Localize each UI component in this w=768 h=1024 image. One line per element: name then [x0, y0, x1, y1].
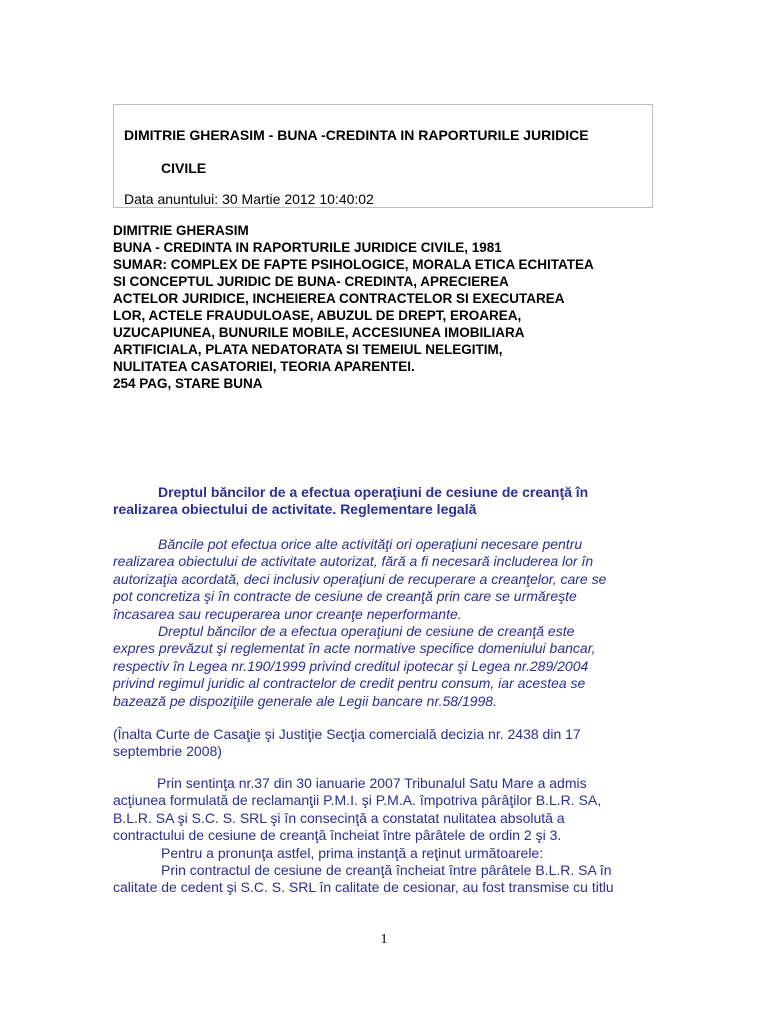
paragraph-line: încasarea sau recuperarea unor creanţe neperformante.: [113, 605, 462, 622]
court-reference: [113, 726, 656, 761]
book-title: BUNA - CREDINTA IN RAPORTURILE JURIDICE CIVILE, 1981: [113, 240, 502, 255]
announcement-box: [113, 104, 653, 208]
summary-line: UZUCAPIUNEA, BUNURILE MOBILE, ACCESIUNEA IMOBILIARA: [113, 325, 525, 340]
article-paragraph-1: [113, 536, 656, 623]
paragraph-line: autorizaţia acordată, deci inclusiv operaţiuni de recuperare a creanţelor, care se: [113, 570, 607, 587]
summary-line: ARTIFICIALA, PLATA NEDATORATA SI TEMEIUL NELEGITIM,: [113, 342, 503, 357]
reference-line: septembrie 2008): [113, 743, 222, 760]
paragraph-line: calitate de cedent şi S.C. S. SRL în calitate de cesionar, au fost transmise cu titlu: [113, 879, 614, 896]
paragraph-line: bazează pe dispoziţiile generale ale Legii bancare nr.58/1998.: [113, 692, 497, 709]
paragraph-line: Prin sentinţa nr.37 din 30 ianuarie 2007 Tribunalul Satu Mare a admis: [157, 775, 587, 791]
book-info: [113, 222, 658, 392]
summary-line: LOR, ACTELE FRAUDULOASE, ABUZUL DE DREPT, EROAREA,: [113, 308, 522, 323]
paragraph-line: privind regimul juridic al contractelor de credit pentru consum, iar acestea se: [113, 675, 586, 692]
paragraph-line: contractului de cesiune de creanţă încheiat între pârâtele de ordin 2 şi 3.: [113, 827, 562, 844]
paragraph-line: expres prevăzut şi reglementat în acte normative specifice domeniului bancar,: [113, 640, 596, 657]
book-author: DIMITRIE GHERASIM: [113, 223, 249, 238]
article-title-line: realizarea obiectului de activitate. Reglementare legală: [113, 501, 477, 518]
summary-line: NULITATEA CASATORIEI, TEORIA APARENTEI.: [113, 359, 415, 374]
announcement-title-line: CIVILE: [161, 160, 207, 176]
book-summary: [113, 256, 658, 375]
article-paragraph-2: [113, 623, 656, 710]
announcement-title: [124, 119, 644, 185]
summary-line: ACTELOR JURIDICE, INCHEIEREA CONTRACTELOR SI EXECUTAREA: [113, 291, 565, 306]
paragraph-line: Dreptul băncilor de a efectua operaţiuni de cesiune de creanţă este: [158, 623, 575, 639]
article-paragraph-3: [113, 775, 656, 897]
paragraph-line: Pentru a pronunţa astfel, prima instanţă a reţinut următoarele:: [161, 844, 544, 861]
paragraph-line: Prin contractul de cesiune de creanţă încheiat între pârâtele B.L.R. SA în: [161, 862, 612, 879]
paragraph-line: acţiunea formulată de reclamanţii P.M.I. şi P.M.A. împotriva pârâţilor B.L.R. SA,: [113, 792, 602, 809]
paragraph-line: B.L.R. SA şi S.C. S. SRL şi în consecinţă a constatat nulitatea absolută a: [113, 809, 565, 826]
article-title-line: Dreptul băncilor de a efectua operaţiuni de cesiune de creanţă în: [158, 484, 589, 500]
announcement-date: Data anuntului: 30 Martie 2012 10:40:02: [124, 191, 374, 207]
page-number: 1: [380, 932, 388, 947]
paragraph-line: realizarea obiectului de activitate autorizat, fără a fi necesară includerea lor în: [113, 553, 594, 570]
summary-line: SI CONCEPTUL JURIDIC DE BUNA- CREDINTA, APRECIEREA: [113, 274, 509, 289]
paragraph-line: respectiv în Legea nr.190/1999 privind creditul ipotecar şi Legea nr.289/2004: [113, 657, 589, 674]
reference-line: (Înalta Curte de Casaţie şi Justiţie Secţia comercială decizia nr. 2438 din 17: [113, 726, 581, 742]
summary-line: SUMAR: COMPLEX DE FAPTE PSIHOLOGICE, MORALA ETICA ECHITATEA: [113, 257, 594, 272]
paragraph-line: Băncile pot efectua orice alte activităţi ori operaţiuni necesare pentru: [158, 536, 583, 552]
announcement-title-line: DIMITRIE GHERASIM - BUNA -CREDINTA IN RAPORTURILE JURIDICE: [124, 127, 589, 143]
paragraph-line: pot concretiza şi în contracte de cesiune de creanţă prin care se urmăreşte: [113, 588, 577, 605]
book-pages-condition: 254 PAG, STARE BUNA: [113, 376, 263, 391]
article-title: [113, 484, 656, 519]
